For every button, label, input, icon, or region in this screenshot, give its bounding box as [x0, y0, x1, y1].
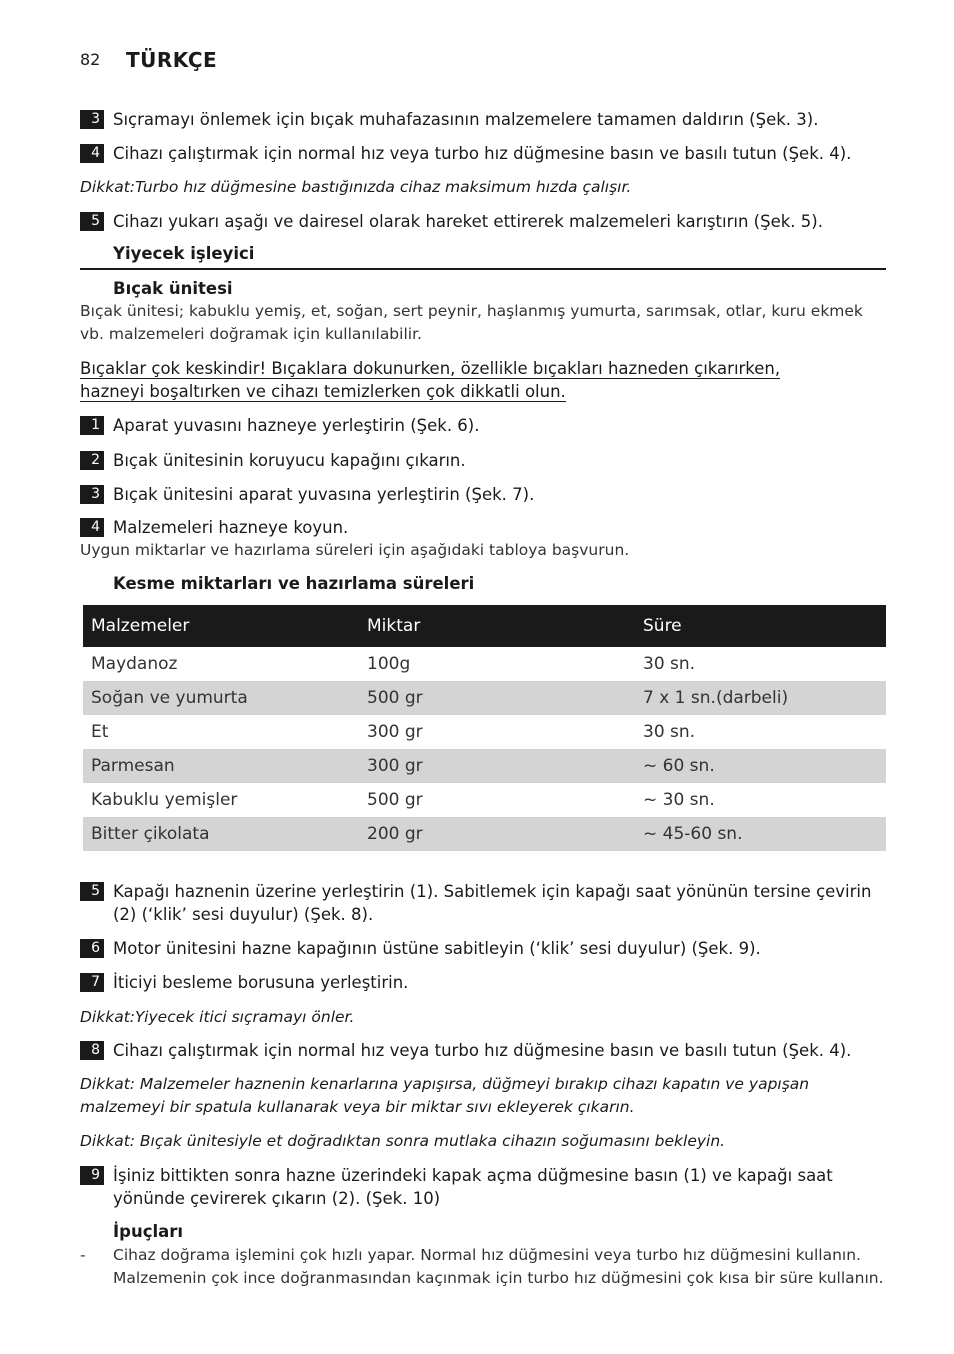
- table-cell: ~ 30 sn.: [643, 790, 715, 810]
- step-item: [80, 210, 886, 233]
- tip-text: Cihaz doğrama işlemini çok hızlı yapar. Normal hız düğmesini veya turbo hız düğmesini kullanın. Malzemenin çok ince doğranmasından kaçınmak için turbo hız düğmesini çok kısa bir süre kullanın.: [113, 1246, 884, 1287]
- table-row: [83, 681, 886, 715]
- table-cell: ~ 60 sn.: [635, 749, 886, 783]
- note-pusher: Dikkat:Yiyecek itici sıçramayı önler.: [80, 1008, 355, 1026]
- step-text: Malzemeleri hazneye koyun.: [113, 518, 349, 537]
- table-row: [83, 783, 886, 817]
- step-text: Bıçak ünitesini aparat yuvasına yerleştirin (Şek. 7).: [113, 485, 535, 504]
- step-item: [80, 880, 886, 926]
- step-text: İticiyi besleme borusuna yerleştirin.: [113, 973, 409, 992]
- note-cool: Dikkat: Bıçak ünitesiyle et doğradıktan sonra mutlaka cihazın soğumasını bekleyin.: [80, 1132, 726, 1150]
- table-cell: Parmesan: [83, 749, 359, 783]
- table-row: [83, 817, 886, 851]
- step-number: 4: [80, 144, 104, 163]
- column-header: Malzemeler: [83, 605, 359, 647]
- step-text: İşiniz bittikten sonra hazne üzerindeki kapak açma düğmesine basın (1) ve kapağı saat yönünde çevirerek çıkarın (2). (Şek. 10): [113, 1166, 833, 1208]
- tip-item: [80, 1244, 886, 1290]
- step-item: [80, 449, 886, 472]
- table-cell: 300 gr: [367, 722, 423, 742]
- step-item: [80, 516, 886, 539]
- bullet-dash: -: [80, 1246, 86, 1264]
- table-cell: ~ 45-60 sn.: [635, 817, 886, 851]
- step-number: 2: [80, 451, 104, 470]
- step-text: Aparat yuvasını hazneye yerleştirin (Şek. 6).: [113, 416, 480, 435]
- step-item: [80, 483, 886, 506]
- step-number: 4: [80, 518, 104, 537]
- step-item: [80, 1039, 886, 1062]
- step-number: 3: [80, 485, 104, 504]
- table-cell: 500 gr: [359, 681, 635, 715]
- step-number: 5: [80, 212, 104, 231]
- table-title: Kesme miktarları ve hazırlama süreleri: [113, 574, 475, 593]
- table-cell: 30 sn.: [643, 654, 696, 674]
- step-text: Cihazı çalıştırmak için normal hız veya turbo hız düğmesine basın ve basılı tutun (Şek. 4).: [113, 1041, 852, 1060]
- table-cell: 30 sn.: [643, 722, 696, 742]
- table-cell: 300 gr: [359, 749, 635, 783]
- step-text: Kapağı haznenin üzerine yerleştirin (1). Sabitlemek için kapağı saat yönünün tersine çevirin (2) (‘klik’ sesi duyulur) (Şek. 8).: [113, 882, 872, 924]
- step-item: [80, 414, 886, 437]
- step-number: 6: [80, 939, 104, 958]
- step-item: [80, 1164, 886, 1210]
- step-number: 3: [80, 110, 104, 129]
- table-cell: 200 gr: [359, 817, 635, 851]
- column-header: Süre: [635, 605, 886, 647]
- section-heading-blade-unit: Bıçak ünitesi: [113, 279, 233, 298]
- step-item: [80, 937, 886, 960]
- language-heading: TÜRKÇE: [126, 48, 218, 72]
- blade-intro-text: Bıçak ünitesi; kabuklu yemiş, et, soğan, sert peynir, haşlanmış yumurta, sarımsak, otlar, kuru ekmek vb. malzemeleri doğramak için kullanılabilir.: [80, 302, 863, 343]
- safety-warning-text: Bıçaklar çok keskindir! Bıçaklara dokunurken, özellikle bıçakları hazneden çıkarırken, hazneyi boşaltırken ve cihazı temizlerken çok dikkatli olun.: [80, 359, 781, 401]
- table-cell: Kabuklu yemişler: [91, 790, 238, 810]
- step-number: 5: [80, 882, 104, 901]
- step-number: 9: [80, 1166, 104, 1185]
- note-stick: Dikkat: Malzemeler haznenin kenarlarına yapışırsa, düğmeyi bırakıp cihazı kapatın ve yapışan malzemeyi bir spatula kullanarak veya bir miktar sıvı ekleyerek çıkarın.: [80, 1075, 810, 1116]
- table-cell: 100g: [367, 654, 411, 674]
- table-cell: Soğan ve yumurta: [83, 681, 359, 715]
- column-header: Miktar: [359, 605, 635, 647]
- table-hint: Uygun miktarlar ve hazırlama süreleri için aşağıdaki tabloya başvurun.: [80, 541, 630, 559]
- step-text: Cihazı çalıştırmak için normal hız veya turbo hız düğmesine basın ve basılı tutun (Şek. 4).: [113, 144, 852, 163]
- table-cell: Bitter çikolata: [83, 817, 359, 851]
- step-number: 8: [80, 1041, 104, 1060]
- table-row: [83, 647, 886, 681]
- step-text: Bıçak ünitesinin koruyucu kapağını çıkarın.: [113, 451, 466, 470]
- section-heading-food-processor: Yiyecek işleyici: [113, 244, 255, 263]
- section-heading-tips: İpuçları: [113, 1222, 184, 1241]
- step-item: [80, 108, 886, 131]
- step-number: 1: [80, 416, 104, 435]
- step-number: 7: [80, 973, 104, 992]
- section-divider: [80, 268, 886, 270]
- step-item: [80, 971, 886, 994]
- page-number: 82: [80, 50, 101, 69]
- step-text: Cihazı yukarı aşağı ve dairesel olarak hareket ettirerek malzemeleri karıştırın (Şek. 5).: [113, 212, 823, 231]
- step-text: Motor ünitesini hazne kapağının üstüne sabitleyin (‘klik’ sesi duyulur) (Şek. 9).: [113, 939, 761, 958]
- step-text: Sıçramayı önlemek için bıçak muhafazasının malzemelere tamamen daldırın (Şek. 3).: [113, 110, 819, 129]
- safety-warning: [80, 357, 846, 403]
- table-cell: 500 gr: [367, 790, 423, 810]
- table-row: [83, 715, 886, 749]
- table-cell: 7 x 1 sn.(darbeli): [635, 681, 886, 715]
- table-cell: Et: [91, 722, 109, 742]
- cutting-times-table: [83, 605, 886, 851]
- table-header-row: [83, 605, 886, 647]
- table-cell: Maydanoz: [91, 654, 178, 674]
- table-row: [83, 749, 886, 783]
- step-item: [80, 142, 886, 165]
- note-turbo: Dikkat:Turbo hız düğmesine bastığınızda cihaz maksimum hızda çalışır.: [80, 178, 632, 196]
